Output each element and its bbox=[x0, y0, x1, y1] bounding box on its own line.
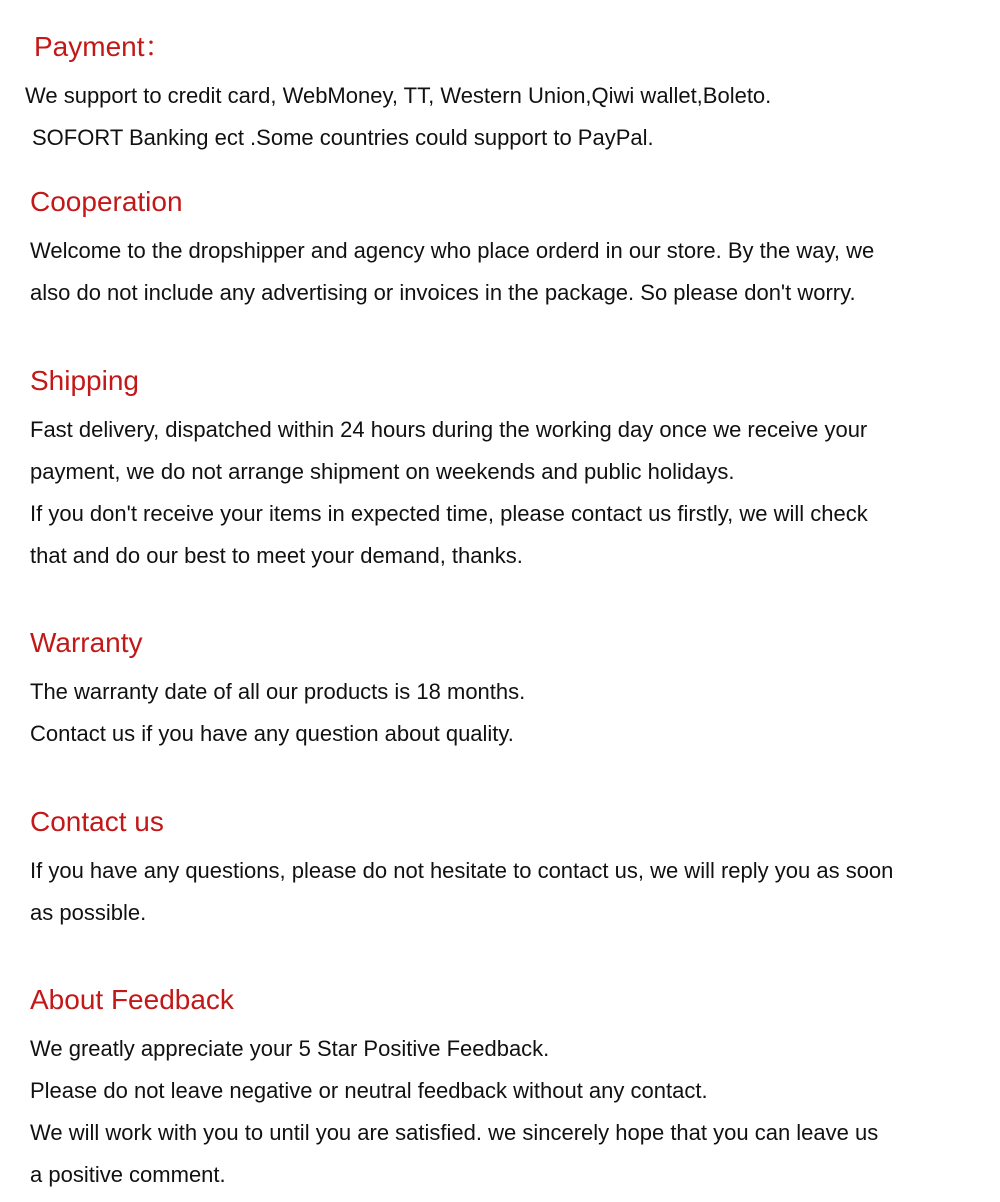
shipping-text-line: payment, we do not arrange shipment on weekends and public holidays. bbox=[30, 459, 735, 484]
contact-text-line: If you have any questions, please do not hesitate to contact us, we will reply you as soon bbox=[30, 858, 894, 883]
payment-text-line: We support to credit card, WebMoney, TT, Western Union,Qiwi wallet,Boleto. bbox=[25, 83, 772, 108]
feedback-heading: About Feedback bbox=[30, 984, 234, 1015]
feedback-text-line: Please do not leave negative or neutral feedback without any contact. bbox=[30, 1078, 708, 1103]
payment-text-line: SOFORT Banking ect .Some countries could support to PayPal. bbox=[32, 125, 654, 150]
shipping-heading: Shipping bbox=[30, 365, 139, 396]
shipping-text-line: that and do our best to meet your demand, thanks. bbox=[30, 543, 523, 568]
warranty-heading: Warranty bbox=[30, 627, 143, 658]
cooperation-text-line: also do not include any advertising or invoices in the package. So please don't worry. bbox=[30, 280, 856, 305]
cooperation-text-line: Welcome to the dropshipper and agency who place orderd in our store. By the way, we bbox=[30, 238, 875, 263]
contact-text-line: as possible. bbox=[30, 900, 147, 925]
shipping-text-line: Fast delivery, dispatched within 24 hours during the working day once we receive your bbox=[30, 417, 868, 442]
warranty-text-line: The warranty date of all our products is 18 months. bbox=[30, 679, 526, 704]
contact-heading: Contact us bbox=[30, 806, 164, 837]
warranty-text-line: Contact us if you have any question about quality. bbox=[30, 721, 514, 746]
feedback-text-line: We greatly appreciate your 5 Star Positive Feedback. bbox=[30, 1036, 550, 1061]
payment-heading: Payment： bbox=[34, 31, 173, 62]
feedback-text-line: We will work with you to until you are satisfied. we sincerely hope that you can leave us bbox=[30, 1120, 879, 1145]
shipping-text-line: If you don't receive your items in expected time, please contact us firstly, we will check bbox=[30, 501, 868, 526]
cooperation-heading: Cooperation bbox=[30, 186, 183, 217]
feedback-text-line: a positive comment. bbox=[30, 1162, 226, 1187]
